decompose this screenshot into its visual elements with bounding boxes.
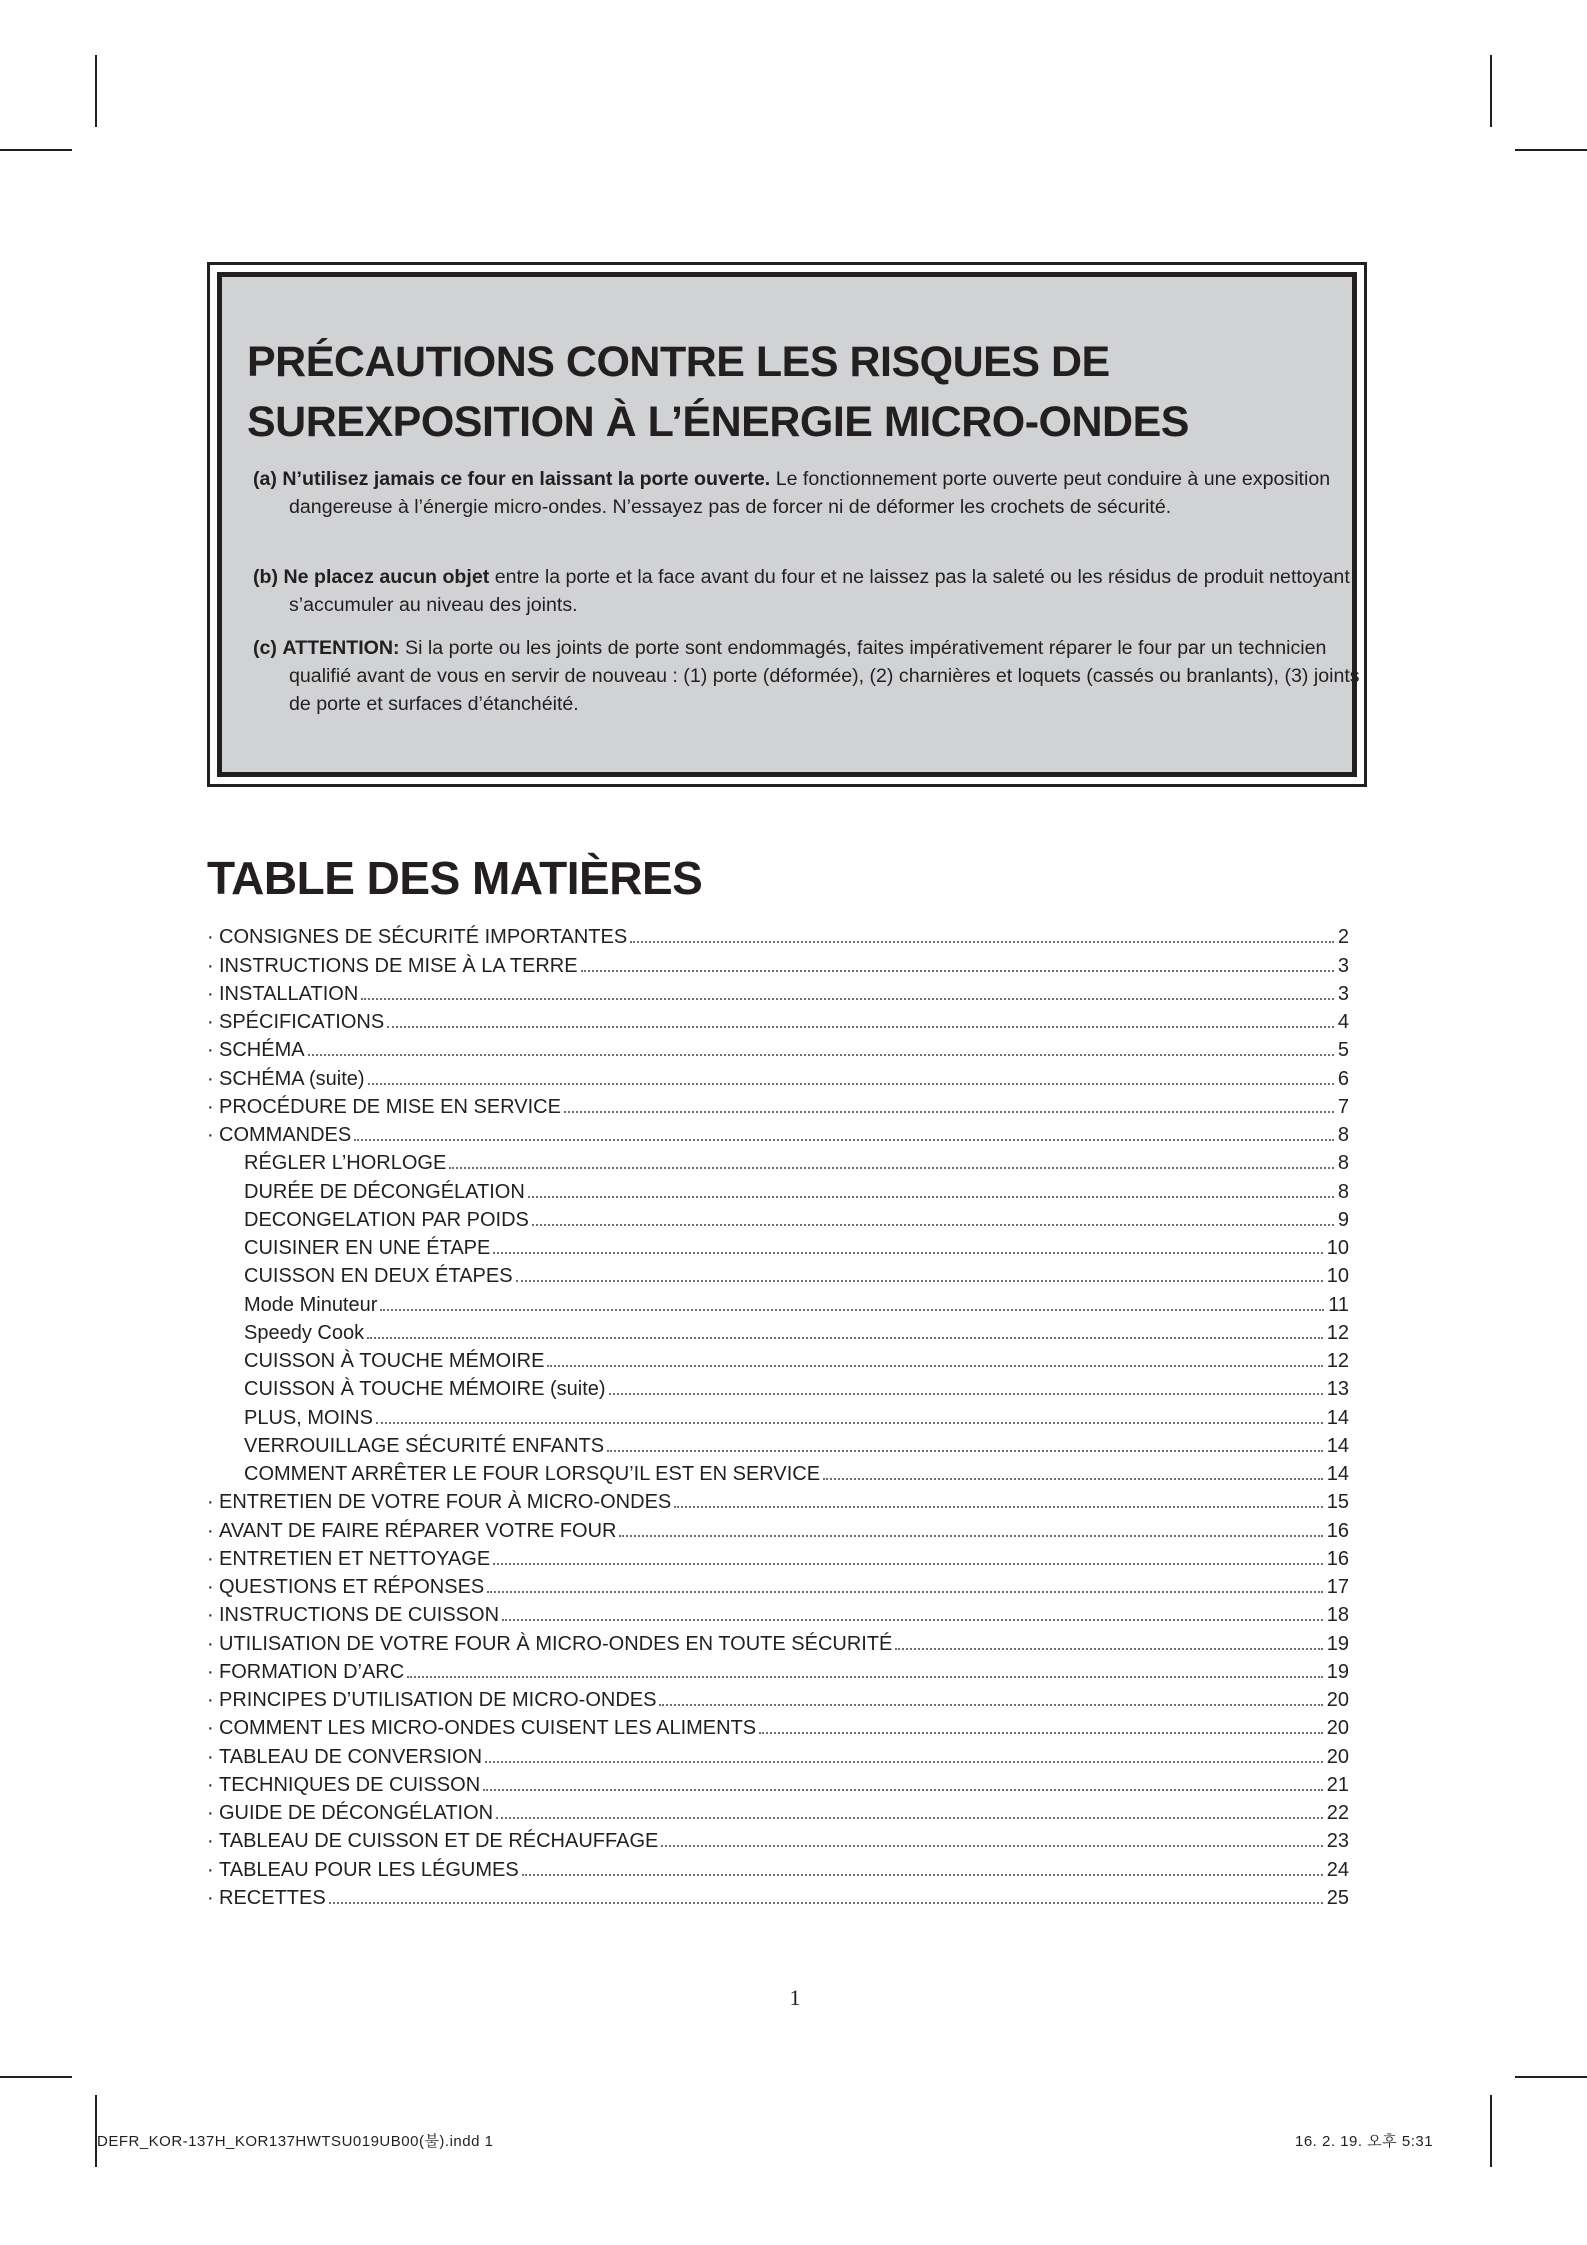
toc-entry bbox=[207, 1204, 1349, 1232]
toc-dot-leader bbox=[522, 1874, 1323, 1876]
toc-dot-leader bbox=[895, 1648, 1322, 1650]
toc-entry bbox=[207, 1599, 1349, 1627]
toc-entry-label: ENTRETIEN DE VOTRE FOUR À MICRO-ONDES bbox=[219, 1491, 672, 1514]
toc-dot-leader bbox=[449, 1167, 1334, 1169]
toc-dot-leader bbox=[407, 1676, 1323, 1678]
toc-bullet: · bbox=[207, 982, 214, 1005]
warning-item-text: Si la porte ou les joints de porte sont endommagés, faites impérativement réparer le four par un technicien qualifié avant de vous en servir de nouveau : (1) porte (déformée), (2) charnières et loquets (cassés ou branlants), (3) joints de porte et surfaces d’étanchéité. bbox=[289, 637, 1360, 715]
toc-entry bbox=[207, 1345, 1349, 1373]
toc-entry bbox=[207, 1769, 1349, 1797]
toc-bullet: · bbox=[207, 1095, 214, 1118]
page-number: 1 bbox=[789, 1985, 801, 2010]
toc-entry-label: TABLEAU DE CONVERSION bbox=[219, 1745, 483, 1768]
toc-entry-label: CONSIGNES DE SÉCURITÉ IMPORTANTES bbox=[219, 926, 628, 949]
toc-entry bbox=[207, 1486, 1349, 1514]
toc-dot-leader bbox=[493, 1563, 1323, 1565]
toc-dot-leader bbox=[308, 1054, 1334, 1056]
toc-entry-page: 8 bbox=[1337, 1152, 1349, 1175]
toc-entry-label: CUISSON EN DEUX ÉTAPES bbox=[244, 1265, 513, 1288]
toc-bullet: · bbox=[207, 1604, 214, 1627]
crop-mark-top-right bbox=[1515, 149, 1587, 151]
toc-entry-page: 22 bbox=[1326, 1802, 1349, 1824]
toc-dot-leader bbox=[361, 998, 1334, 1000]
toc-entry bbox=[207, 1684, 1349, 1712]
toc-dot-leader bbox=[368, 1083, 1334, 1085]
toc-entry-label: TECHNIQUES DE CUISSON bbox=[219, 1773, 481, 1796]
toc-entry bbox=[207, 1571, 1349, 1599]
toc-entry-page: 9 bbox=[1337, 1208, 1349, 1231]
toc-entry-page: 11 bbox=[1328, 1293, 1349, 1316]
toc-entry-page: 24 bbox=[1326, 1858, 1349, 1881]
toc-entry-page: 5 bbox=[1337, 1039, 1349, 1062]
toc-entry-label: TABLEAU DE CUISSON ET DE RÉCHAUFFAGE bbox=[219, 1830, 659, 1853]
warning-item-bold: Ne placez aucun objet bbox=[283, 566, 490, 588]
toc-entry-label: CUISSON À TOUCHE MÉMOIRE (suite) bbox=[244, 1378, 606, 1401]
toc-entry bbox=[207, 1882, 1349, 1910]
toc-entry bbox=[207, 1740, 1349, 1768]
warning-item-c bbox=[253, 634, 1364, 718]
toc-bullet: · bbox=[207, 1632, 214, 1655]
toc-entry bbox=[207, 978, 1349, 1006]
toc-entry-label: AVANT DE FAIRE RÉPARER VOTRE FOUR bbox=[219, 1519, 617, 1542]
warning-item-marker: (c) bbox=[253, 637, 277, 659]
toc-dot-leader bbox=[619, 1535, 1322, 1537]
toc-dot-leader bbox=[487, 1591, 1323, 1593]
toc-dot-leader bbox=[532, 1224, 1334, 1226]
toc-entry bbox=[207, 1797, 1349, 1825]
toc-entry bbox=[207, 1147, 1349, 1175]
toc-entry-page: 4 bbox=[1337, 1011, 1349, 1033]
toc-entry bbox=[207, 1175, 1349, 1203]
toc-entry bbox=[207, 1034, 1349, 1062]
toc-dot-leader bbox=[564, 1111, 1334, 1113]
warning-item-text: Le fonctionnement porte ouverte peut conduire à une exposition dangereuse à l’énergie micro-ondes. N’essayez pas de forcer ni de déformer les crochets de sécurité. bbox=[289, 468, 1331, 518]
toc-entry-page: 13 bbox=[1326, 1378, 1349, 1401]
toc-entry bbox=[207, 1119, 1349, 1147]
toc-entry-label: CUISINER EN UNE ÉTAPE bbox=[244, 1237, 491, 1259]
toc-entry-page: 6 bbox=[1337, 1067, 1349, 1090]
toc-bullet: · bbox=[207, 1830, 214, 1853]
toc-dot-leader bbox=[607, 1450, 1323, 1452]
toc-dot-leader bbox=[823, 1478, 1323, 1480]
toc-entry bbox=[207, 1260, 1349, 1288]
toc-title: TABLE DES MATIÈRES bbox=[207, 852, 703, 904]
toc-entry-label: SPÉCIFICATIONS bbox=[219, 1011, 385, 1033]
toc-entry-label: RECETTES bbox=[219, 1886, 326, 1909]
toc-bullet: · bbox=[207, 1547, 214, 1570]
toc-dot-leader bbox=[376, 1422, 1323, 1424]
warning-item-b bbox=[253, 563, 1364, 619]
toc-entry bbox=[207, 1514, 1349, 1542]
toc-dot-leader bbox=[329, 1902, 1323, 1904]
toc-dot-leader bbox=[581, 970, 1334, 972]
toc-bullet: · bbox=[207, 1039, 214, 1062]
warning-item-bold: N’utilisez jamais ce four en laissant la porte ouverte. bbox=[282, 468, 771, 490]
warning-title bbox=[247, 332, 1327, 452]
toc-dot-leader bbox=[496, 1817, 1323, 1819]
toc-entry-label: INSTRUCTIONS DE CUISSON bbox=[219, 1604, 500, 1627]
toc-entry-page: 20 bbox=[1326, 1745, 1349, 1768]
toc-bullet: · bbox=[207, 1858, 214, 1881]
toc-entry bbox=[207, 1430, 1349, 1458]
toc-entry-label: INSTRUCTIONS DE MISE À LA TERRE bbox=[219, 954, 578, 977]
toc-entry bbox=[207, 1062, 1349, 1090]
toc-entry-page: 2 bbox=[1337, 926, 1349, 949]
toc-entry-page: 19 bbox=[1326, 1632, 1349, 1655]
crop-mark-bottom-right bbox=[1515, 2076, 1587, 2078]
toc-entry bbox=[207, 921, 1349, 949]
toc-bullet: · bbox=[207, 1745, 214, 1768]
toc-entry-page: 16 bbox=[1326, 1547, 1349, 1570]
toc-entry-page: 21 bbox=[1326, 1773, 1349, 1796]
toc-entry-page: 14 bbox=[1326, 1406, 1349, 1429]
toc-bullet: · bbox=[207, 1717, 214, 1740]
toc-entry bbox=[207, 1401, 1349, 1429]
toc-entry-page: 12 bbox=[1326, 1321, 1349, 1344]
toc-entry-label: PLUS, MOINS bbox=[244, 1406, 373, 1429]
toc-dot-leader bbox=[485, 1761, 1323, 1763]
crop-mark-bottom-left bbox=[0, 2076, 72, 2078]
toc-bullet: · bbox=[207, 1689, 214, 1711]
toc-entry-label: VERROUILLAGE SÉCURITÉ ENFANTS bbox=[244, 1434, 605, 1457]
toc-dot-leader bbox=[759, 1732, 1323, 1734]
toc-dot-leader bbox=[528, 1196, 1334, 1198]
toc-entry bbox=[207, 1288, 1349, 1316]
toc-entry-page: 19 bbox=[1326, 1660, 1349, 1683]
toc-entry-page: 20 bbox=[1326, 1689, 1349, 1711]
toc-bullet: · bbox=[207, 1773, 214, 1796]
toc-entry-page: 3 bbox=[1337, 954, 1349, 977]
toc-dot-leader bbox=[493, 1252, 1322, 1254]
toc-bullet: · bbox=[207, 1802, 214, 1824]
toc-entry bbox=[207, 1373, 1349, 1401]
toc-entry bbox=[207, 1543, 1349, 1571]
toc-dot-leader bbox=[354, 1139, 1334, 1141]
toc-dot-leader bbox=[387, 1026, 1334, 1028]
toc-bullet: · bbox=[207, 926, 214, 949]
toc-dot-leader bbox=[661, 1845, 1322, 1847]
toc-dot-leader bbox=[630, 941, 1334, 943]
toc-bullet: · bbox=[207, 1067, 214, 1090]
warning-title-line-2: SUREXPOSITION À L’ÉNERGIE MICRO-ONDES bbox=[247, 398, 1189, 446]
toc-entry bbox=[207, 1825, 1349, 1853]
warning-item-bold: ATTENTION: bbox=[282, 637, 400, 659]
toc-entry bbox=[207, 1006, 1349, 1034]
toc-entry-label: CUISSON À TOUCHE MÉMOIRE bbox=[244, 1350, 545, 1372]
toc-bullet: · bbox=[207, 954, 214, 977]
footer-timestamp: 16. 2. 19. 오후 5:31 bbox=[1295, 2133, 1434, 2150]
footer-file-name: DEFR_KOR-137H_KOR137HWTSU019UB00(불).indd 1 bbox=[97, 2133, 494, 2150]
toc-bullet: · bbox=[207, 1886, 214, 1909]
toc-entry-page: 20 bbox=[1326, 1717, 1349, 1740]
toc-dot-leader bbox=[502, 1619, 1323, 1621]
warning-item-marker: (b) bbox=[253, 566, 279, 588]
warning-item-a bbox=[253, 465, 1364, 521]
toc-entry bbox=[207, 1317, 1349, 1345]
toc-entry bbox=[207, 1656, 1349, 1684]
toc-entry-label: QUESTIONS ET RÉPONSES bbox=[219, 1576, 485, 1598]
toc-entry-page: 17 bbox=[1326, 1576, 1349, 1598]
toc-entry-page: 10 bbox=[1326, 1265, 1349, 1288]
toc-entry-label: FORMATION D’ARC bbox=[219, 1660, 405, 1683]
toc-dot-leader bbox=[380, 1309, 1324, 1311]
toc-entry-label: SCHÉMA bbox=[219, 1039, 305, 1062]
toc-entry-page: 10 bbox=[1326, 1237, 1349, 1259]
toc-entry bbox=[207, 949, 1349, 977]
crop-mark-top-right bbox=[1490, 55, 1492, 127]
toc-entry-label: DURÉE DE DÉCONGÉLATION bbox=[244, 1180, 525, 1203]
toc-entry-label: RÉGLER L’HORLOGE bbox=[244, 1152, 447, 1175]
toc-bullet: · bbox=[207, 1660, 214, 1683]
toc-entry-label: GUIDE DE DÉCONGÉLATION bbox=[219, 1802, 494, 1824]
crop-mark-bottom-right bbox=[1490, 2095, 1492, 2167]
toc-entry-label: SCHÉMA (suite) bbox=[219, 1067, 365, 1090]
crop-mark-top-left bbox=[0, 149, 72, 151]
toc-entry-page: 14 bbox=[1326, 1463, 1349, 1485]
toc-entry bbox=[207, 1458, 1349, 1486]
toc-entry-page: 18 bbox=[1326, 1604, 1349, 1627]
toc-entry bbox=[207, 1091, 1349, 1119]
toc-entry bbox=[207, 1853, 1349, 1881]
toc-dot-leader bbox=[659, 1704, 1322, 1706]
toc-entry-page: 7 bbox=[1337, 1095, 1349, 1118]
toc-entry-label: UTILISATION DE VOTRE FOUR À MICRO-ONDES EN TOUTE SÉCURITÉ bbox=[219, 1632, 893, 1655]
toc-dot-leader bbox=[674, 1506, 1323, 1508]
toc-entry-page: 8 bbox=[1337, 1124, 1349, 1146]
toc-dot-leader bbox=[483, 1789, 1323, 1791]
toc-entry-page: 16 bbox=[1326, 1519, 1349, 1542]
toc-bullet: · bbox=[207, 1011, 214, 1033]
toc-dot-leader bbox=[609, 1393, 1323, 1395]
toc-entry-page: 14 bbox=[1326, 1434, 1349, 1457]
toc-entry-page: 25 bbox=[1326, 1886, 1349, 1909]
toc-entry-label: COMMENT ARRÊTER LE FOUR LORSQU’IL EST EN SERVICE bbox=[244, 1463, 821, 1485]
toc-entry bbox=[207, 1712, 1349, 1740]
toc-entry-page: 8 bbox=[1337, 1180, 1349, 1203]
toc-entry-label: DECONGELATION PAR POIDS bbox=[244, 1208, 529, 1231]
toc-dot-leader bbox=[547, 1365, 1322, 1367]
toc-entry-page: 3 bbox=[1337, 982, 1349, 1005]
toc-entry-label: Mode Minuteur bbox=[244, 1293, 378, 1316]
toc-entry-label: ENTRETIEN ET NETTOYAGE bbox=[219, 1547, 491, 1570]
toc-bullet: · bbox=[207, 1519, 214, 1542]
toc-bullet: · bbox=[207, 1576, 214, 1598]
warning-item-text: entre la porte et la face avant du four et ne laissez pas la saleté ou les résidus de produit nettoyant s’accumuler au niveau des joints. bbox=[289, 566, 1350, 616]
warning-item-marker: (a) bbox=[253, 468, 277, 490]
toc-entry-label: INSTALLATION bbox=[219, 982, 359, 1005]
toc-entry-page: 15 bbox=[1326, 1491, 1349, 1514]
toc-dot-leader bbox=[367, 1337, 1323, 1339]
toc-entry-label: PROCÉDURE DE MISE EN SERVICE bbox=[219, 1095, 561, 1118]
toc-entry-label: TABLEAU POUR LES LÉGUMES bbox=[219, 1858, 519, 1881]
toc-entry-label: PRINCIPES D’UTILISATION DE MICRO-ONDES bbox=[219, 1689, 657, 1711]
toc-bullet: · bbox=[207, 1491, 214, 1514]
toc-entry bbox=[207, 1627, 1349, 1655]
crop-mark-top-left bbox=[95, 55, 97, 127]
toc-entry-page: 12 bbox=[1326, 1350, 1349, 1372]
toc-dot-leader bbox=[516, 1280, 1323, 1282]
toc-list bbox=[207, 921, 1349, 1910]
toc-bullet: · bbox=[207, 1124, 214, 1146]
toc-entry bbox=[207, 1232, 1349, 1260]
toc-entry-label: COMMANDES bbox=[219, 1124, 352, 1146]
toc-entry-page: 23 bbox=[1326, 1830, 1349, 1853]
toc-entry-label: Speedy Cook bbox=[244, 1321, 365, 1344]
toc-entry-label: COMMENT LES MICRO-ONDES CUISENT LES ALIMENTS bbox=[219, 1717, 757, 1740]
warning-title-line-1: PRÉCAUTIONS CONTRE LES RISQUES DE bbox=[247, 338, 1110, 386]
